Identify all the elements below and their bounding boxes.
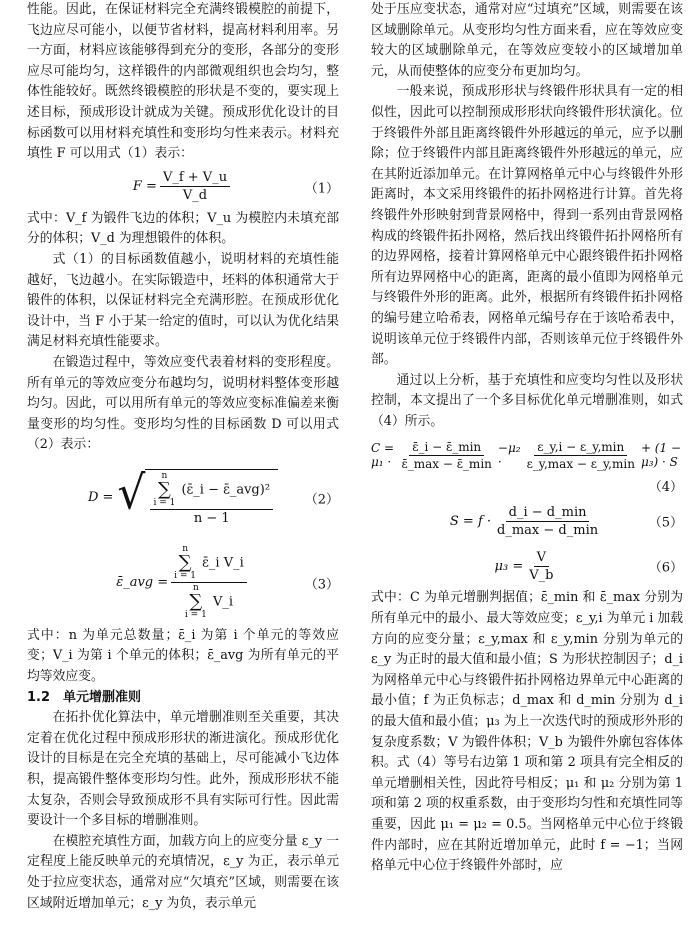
eq3-numerator-text: ε̄_i V_i	[202, 555, 244, 571]
eq2-lhs: D =	[87, 490, 114, 506]
eq4-lhs: C = μ₁ ·	[371, 441, 395, 470]
eq3-sum-bottom-sigma	[185, 584, 207, 620]
eq3-sum1-bottom: i = 1	[174, 571, 197, 582]
eq4-f2-denominator: ε_y,max − ε_y,min	[526, 456, 635, 471]
sigma-symbol: ∑	[189, 591, 203, 613]
eq6-lhs: μ₃ =	[494, 558, 524, 574]
equation-3	[27, 540, 339, 626]
left-paragraph-2: 式中：V_f 为锻件飞边的体积；V_u 为模腔内未填充部分的体积；V_d 为理想锻件的体积。	[27, 210, 339, 247]
eq4-middle: −μ₂ ·	[497, 441, 521, 470]
eq5-denominator: d_max − d_min	[497, 522, 599, 538]
eq1-lhs: F =	[132, 179, 157, 195]
eq6-fraction	[526, 550, 556, 583]
equation-4	[371, 432, 683, 478]
equation-5	[371, 498, 683, 544]
eq2-sum-bottom: i = 1	[153, 498, 176, 509]
eq4-fraction-1	[399, 440, 495, 471]
eq4-f1-denominator: ε̄_max − ε̄_min	[401, 456, 492, 471]
section-heading: 1.2 单元增删准则	[27, 689, 142, 705]
sigma-symbol: ∑	[157, 479, 171, 501]
left-paragraph-7: 在模腔充填性方面，加载方向上的应变分量 ε_y 一定程度上能反映单元的充填情况，ε_y 为正，表示单元处于拉应变状态，通常对应“欠填充”区域，则需要在该区域附近增加单元；ε_y 为负，表示单元	[27, 833, 339, 911]
eq5-lhs: S = f ·	[449, 513, 492, 529]
right-paragraph-4: 式中：C 为单元增删判据值；ε̄_min 和 ε̄_max 分别为所有单元中的最小、最大等效应变；ε_y,i 为单元 i 加载方向的应变分量；ε_y,max 和 ε_y,min 分别为单元的 ε_y 为正时的最大值和最小值；S 为形状控制因子；d_i 为网格单元中心与终锻件拓扑网格边界单元中心距离的最小值；f 为正负标志；d_max 和 d_min 分别为 d_i 的最大值和最小值；μ₃ 为上一次迭代时的预成形外形的复杂度系数；V 为锻件体积；V_b 为锻件外廓包容体体积。式（4）等号右边第 1 项和第 2 项具有完全相反的单元增删相关性，因此符号相反；μ₁ 和 μ₂ 分别为第 1 项和第 2 项的权重系数，由于变形均匀性和充填性同等重要，因此 μ₁ = μ₂ = 0.5。当网格单元中心位于终锻件内部时，应在其附近增加单元，此时 f = −1；当网格单元中心位于终锻件外部时，应	[371, 590, 683, 874]
right-paragraph-3: 通过以上分析，基于充填性和应变均匀性以及形状控制，本文提出了一个多目标优化单元增删准则，如式（4）所示。	[371, 372, 683, 429]
right-column	[371, 0, 683, 877]
eq2-sum-top: n	[161, 471, 168, 482]
eq5-number: （5）	[648, 515, 683, 531]
eq6-denominator: V_b	[529, 567, 554, 583]
eq2-radicand	[145, 469, 278, 526]
equation-2	[27, 456, 339, 540]
eq6-number: （6）	[648, 560, 683, 576]
eq3-lhs: ε̄_avg =	[116, 575, 169, 591]
eq3-numerator	[171, 545, 247, 583]
eq3-fraction	[171, 545, 247, 620]
left-paragraph-5: 式中：n 为单元总数量；ε̄_i 为第 i 个单元的等效应变；V_i 为第 i 个单元的体积；ε̄_avg 为所有单元的平均等效应变。	[27, 627, 339, 685]
eq3-sum2-bottom: i = 1	[184, 610, 207, 621]
eq2-sum	[153, 472, 175, 508]
sqrt-symbol: √	[117, 466, 146, 521]
eq4-f1-numerator: ε̄_i − ε̄_min	[409, 440, 484, 456]
eq2-number: （2）	[304, 492, 339, 508]
eq2-numerator	[150, 472, 273, 510]
left-paragraph-3: 式（1）的目标函数值越小，说明材料的充填性能越好，飞边越小。在实际锻造中，坯料的体积通常大于锻件的体积，以保证材料完全充满形腔。在预成形优化设计中，当 F 小于某一给定的值时，可以认为优化结果满足材料充填性能要求。	[27, 251, 339, 350]
eq1-fraction	[160, 170, 230, 203]
left-paragraph-6: 在拓扑优化算法中，单元增删准则至关重要，其决定着在优化过程中预成形形状的渐进演化。预成形优化设计的目标是在完全充填的基础上，尽可能减小飞边体积，提高锻件整体变形均匀性。此外，预成形形状不能太复杂，否则会导致预成形不具有实际可行性。因此需要设计一个多目标的增删准则。	[27, 710, 339, 829]
right-paragraph-2: 一般来说，预成形形状与终锻件形状具有一定的相似性，因此可以控制预成形形状向终锻件形状演化。位于终锻件外部且距离终锻件外形越远的单元，应予以删除；位于终锻件内部且距离终锻件外形越远的单元，应在其附近添加单元。在计算网格单元中心与终锻件外形距离时，本文采用终锻件的拓扑网格进行计算。首先将终锻件外形映射到背景网格中，得到一系列由背景网格构成的终锻件拓扑网格，然后找出终锻件拓扑网格所有的边界网格，接着计算网格单元中心跟终锻件拓扑网格所有边界网格中心的距离，距离的最小值即为网格单元与终锻件外形的距离。此外，根据所有终锻件拓扑网格的编号建立哈希表，网格单元编号存在于该哈希表中，说明该单元位于终锻件内部，否则该单元位于终锻件外部。	[371, 84, 683, 368]
eq4-f2-numerator: ε_y,i − ε_y,min	[534, 440, 627, 456]
eq4-number: （4）	[648, 480, 683, 496]
eq6-numerator: V	[534, 550, 549, 567]
eq2-numerator-text: (ε̄_i − ε̄_avg)²	[181, 482, 271, 498]
eq2-denominator: n − 1	[193, 511, 230, 527]
eq3-sum2-top: n	[192, 583, 199, 594]
eq5-fraction	[494, 505, 601, 538]
eq3-sum-top-sigma	[174, 545, 196, 581]
left-paragraph-1: 性能。因此，在保证材料完全充满终锻模腔的前提下，飞边应尽可能小，以便节省材料，提高材料利用率。另一方面，材料应该能够得到充分的变形，各部分的变形应尽可能均匀，这样锻件的内部微观组织也会均匀，整体性能较好。既然终锻模腔的形状是不变的，要实现上述目标，预成形设计就成为关键。预成形优化设计的目标函数可以用材料充填性和变形均匀性来表示。材料充填性 F 可以用式（1）表示：	[27, 2, 339, 162]
eq3-denominator-text: V_i	[212, 594, 233, 610]
equation-6	[371, 544, 683, 588]
eq3-number: （3）	[304, 577, 339, 593]
sigma-symbol: ∑	[178, 552, 192, 574]
eq3-sum1-top: n	[182, 544, 188, 555]
left-column	[27, 0, 339, 914]
eq5-numerator: d_i − d_min	[506, 505, 590, 522]
eq1-denominator: V_d	[182, 188, 208, 204]
right-paragraph-1: 处于压应变状态，通常对应“过填充”区域，则需要在该区域删除单元。从变形均匀性方面来看，应在等效应变较大的区域删除单元，在等效应变较小的区域增加单元，从而使整体的应变分布更加均匀。	[371, 2, 683, 79]
left-paragraph-4: 在锻造过程中，等效应变代表着材料的变形程度。所有单元的等效应变分布越均匀，说明材料整体变形越均匀。因此，可以用所有单元的等效应变标准偏差来衡量变形的均匀性。变形均匀性的目标函数 D 可以用式（2）表示：	[27, 354, 339, 453]
eq1-number: （1）	[304, 181, 339, 197]
eq3-denominator	[182, 583, 236, 620]
eq2-fraction	[150, 472, 273, 526]
eq4-tail: + (1 − μ₃) · S	[640, 441, 681, 470]
equation-1	[27, 165, 339, 209]
eq4-fraction-2	[524, 440, 638, 471]
eq1-numerator: V_f + V_u	[160, 170, 230, 187]
eq2-sqrt	[117, 466, 278, 527]
